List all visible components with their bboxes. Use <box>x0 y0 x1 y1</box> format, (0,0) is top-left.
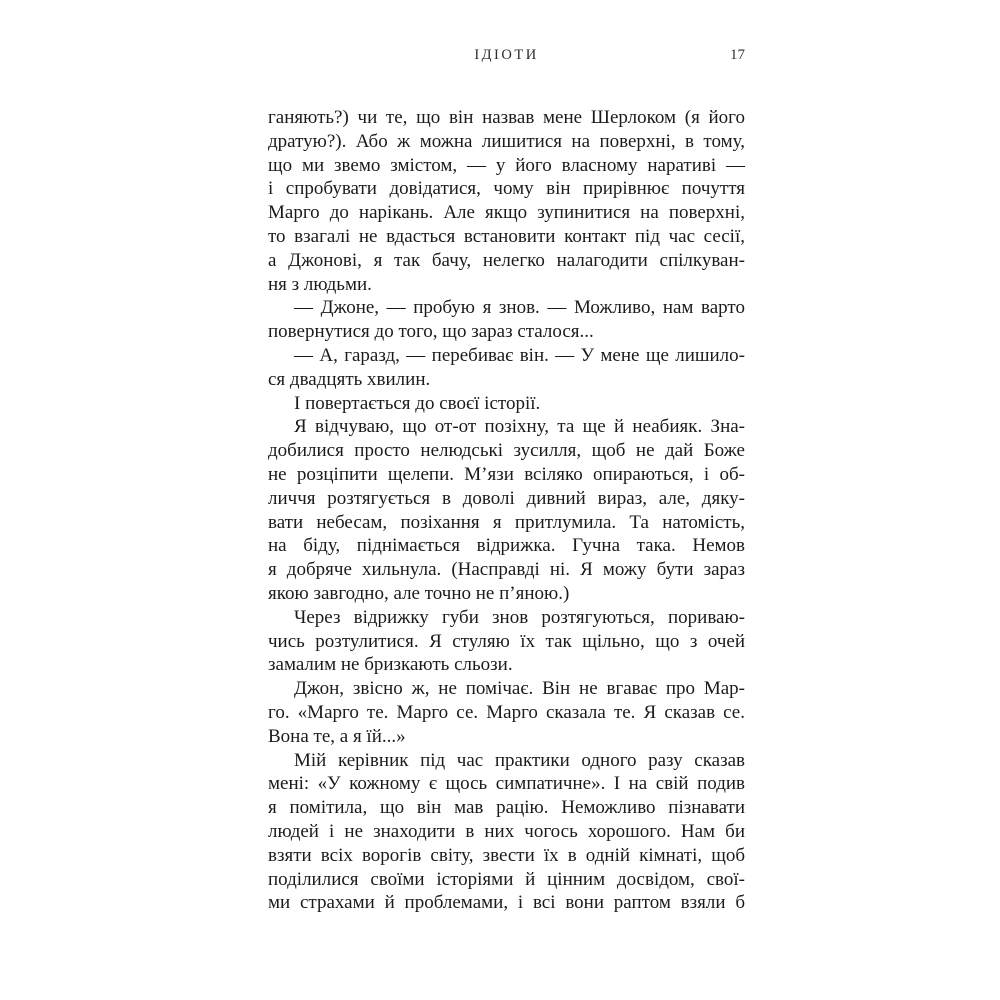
text-line: мені: «У кожному є щось симпатичне». І на свій подив <box>268 773 745 795</box>
text-line: ся двадцять хвилин. <box>268 368 431 390</box>
text-line: го. «Марго те. Марго се. Марго сказала те. Я сказав се. <box>268 701 745 723</box>
text-line: на біду, піднімається відрижка. Гучна така. Немов <box>268 535 745 557</box>
text-line: Джон, звісно ж, не помічає. Він не вгаває про Мар- <box>294 678 745 700</box>
text-line: — А, гаразд, — перебиває він. — У мене ще лишило- <box>294 344 745 366</box>
text-line: то взагалі не вдасться встановити контакт під час сесії, <box>268 225 745 247</box>
text-line: вати небесам, позіхання я притлумила. Та натомість, <box>268 511 745 533</box>
text-line: добилися просто нелюдські зусилля, щоб не дай Боже <box>268 440 745 462</box>
text-line: Мій керівник під час практики одного разу сказав <box>294 749 745 771</box>
text-line: повернутися до того, що зараз сталося... <box>268 321 594 343</box>
text-line: я помітила, що він мав рацію. Неможливо пізнавати <box>268 797 745 819</box>
text-line: ня з людьми. <box>268 273 372 295</box>
text-line: Марго до нарікань. Але якщо зупинитися на поверхні, <box>268 202 745 224</box>
text-line: личчя розтягується в доволі дивний вираз, але, дяку- <box>268 487 745 509</box>
text-line: Я відчуваю, що от-от позіхну, та ще й неабияк. Зна- <box>294 416 745 438</box>
text-line: не розціпити щелепи. М’язи всіляко опираються, і об- <box>268 463 745 485</box>
text-line: я добряче хильнула. (Насправді ні. Я можу бути зараз <box>268 559 745 581</box>
text-line: а Джонові, я так бачу, нелегко налагодити спілкуван- <box>268 249 745 271</box>
text-line: людей і не знаходити в них чогось хорошого. Нам би <box>268 820 745 842</box>
body-text <box>268 106 745 915</box>
page-number: 17 <box>730 47 745 63</box>
text-line: поділилися своїми історіями й цінним досвідом, свої- <box>268 868 745 890</box>
text-line: І повертається до своєї історії. <box>294 392 541 414</box>
text-line: дратую?). Або ж можна лишитися на поверхні, в тому, <box>268 130 745 152</box>
text-line: взяти всіх ворогів світу, звести їх в одній кімнаті, щоб <box>268 844 745 866</box>
page-header <box>268 47 745 67</box>
text-line: чись розтулитися. Я стуляю їх так щільно, що з очей <box>268 630 745 652</box>
text-line: — Джоне, — пробую я знов. — Можливо, нам варто <box>294 297 745 319</box>
text-line: якою завгодно, але точно не п’яною.) <box>268 582 570 604</box>
text-line: Вона те, а я їй...» <box>268 725 406 747</box>
text-line: ганяють?) чи те, що він назвав мене Шерлоком (я його <box>268 107 745 128</box>
text-line: Через відрижку губи знов розтягуються, пориваю- <box>294 606 745 628</box>
running-head: ІДІОТИ <box>474 47 539 63</box>
text-line: і спробувати довідатися, чому він прирівнює почуття <box>268 178 745 200</box>
text-line: ми страхами й проблемами, і всі вони раптом взяли б <box>268 892 745 914</box>
text-line: замалим не бризкають сльози. <box>268 654 513 676</box>
text-line: що ми звемо змістом, — у його власному наративі — <box>268 154 745 176</box>
